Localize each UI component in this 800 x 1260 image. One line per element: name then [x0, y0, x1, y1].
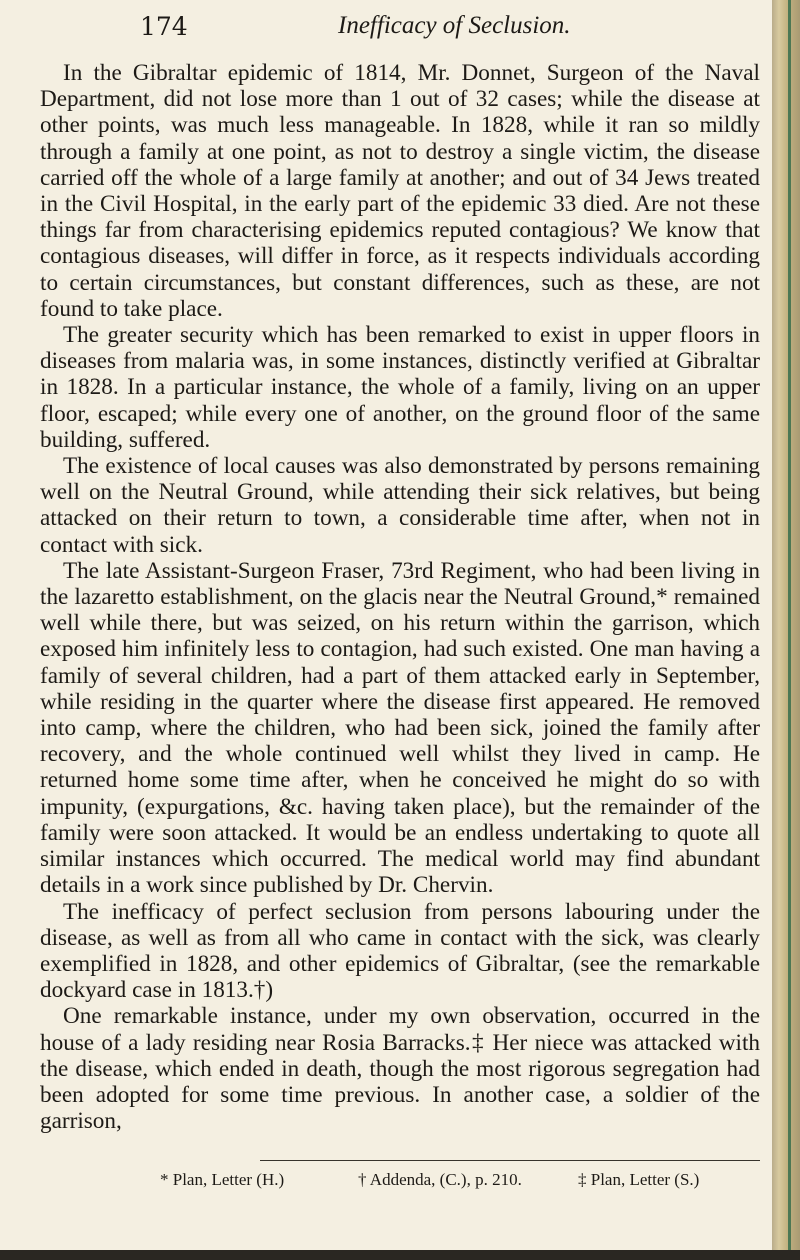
- book-binding-edge: [772, 0, 800, 1260]
- footnote-1: * Plan, Letter (H.): [160, 1170, 285, 1189]
- paragraph: One remarkable instance, under my own observation, occurred in the house of a lady residing near Rosia Barracks.‡ Her niece was attacked with the disease, which ended in death, though the most rigorous segregation had been adopted for some time previous. In another case, a soldier of the garrison,: [40, 1003, 760, 1135]
- page-number: 174: [140, 12, 188, 41]
- paragraph: The late Assistant-Surgeon Fraser, 73rd Regiment, who had been living in the lazaretto establishment, on the glacis near the Neutral Ground,* remained well while there, but was seized, on his return within the garrison, which exposed him infinitely less to contagion, had such existed. One man having a family of several children, had a part of them attacked early in September, while residing in the quarter where the disease first appeared. He removed into camp, where the children, who had been sick, joined the family after recovery, and the whole continued well whilst they lived in camp. He returned home some time after, when he conceived he might do so with impunity, (expurgations, &c. having taken place), but the remainder of the family were soon attacked. It would be an endless undertaking to quote all similar instances which occurred. The medical world may find abundant details in a work since published by Dr. Chervin.: [40, 557, 760, 899]
- running-title: Inefficacy of Seclusion.: [338, 12, 571, 39]
- footnote-2: † Addenda, (C.), p. 210.: [358, 1170, 522, 1189]
- footnote-3: ‡ Plan, Letter (S.): [578, 1170, 700, 1189]
- body-text: [40, 60, 760, 1134]
- paragraph: The greater security which has been remarked to exist in upper floors in diseases from malaria was, in some instances, distinctly verified at Gibraltar in 1828. In a particular instance, the whole of a family, living on an upper floor, escaped; while every one of another, on the ground floor of the same building, suffered.: [40, 322, 760, 453]
- page-header: [140, 12, 760, 48]
- paragraph: The existence of local causes was also demonstrated by persons remaining well on the Neutral Ground, while attending their sick relatives, but being attacked on their return to town, a considerable time after, when not in contact with sick.: [40, 453, 760, 558]
- footnotes: [160, 1170, 760, 1194]
- binding-stripe: [788, 0, 791, 1260]
- paragraph: The inefficacy of perfect seclusion from persons labouring under the disease, as well as from all who came in contact with the sick, was clearly exemplified in 1828, and other epidemics of Gibraltar, (see the remarkable dockyard case in 1813.†): [40, 898, 760, 1004]
- footnote-divider: [260, 1160, 760, 1161]
- page-bottom-edge: [0, 1250, 800, 1260]
- paragraph: In the Gibraltar epidemic of 1814, Mr. Donnet, Surgeon of the Naval Department, did not lose more than 1 out of 32 cases; while the disease at other points, was much less manageable. In 1828, while it ran so mildly through a family at one point, as not to destroy a single victim, the disease carried off the whole of a large family at another; and out of 34 Jews treated in the Civil Hospital, in the early part of the epidemic 33 died. Are not these things far from characterising epidemics reputed contagious? We know that contagious diseases, will differ in force, as it respects individuals according to certain circumstances, but constant differences, such as these, are not found to take place.: [40, 60, 760, 322]
